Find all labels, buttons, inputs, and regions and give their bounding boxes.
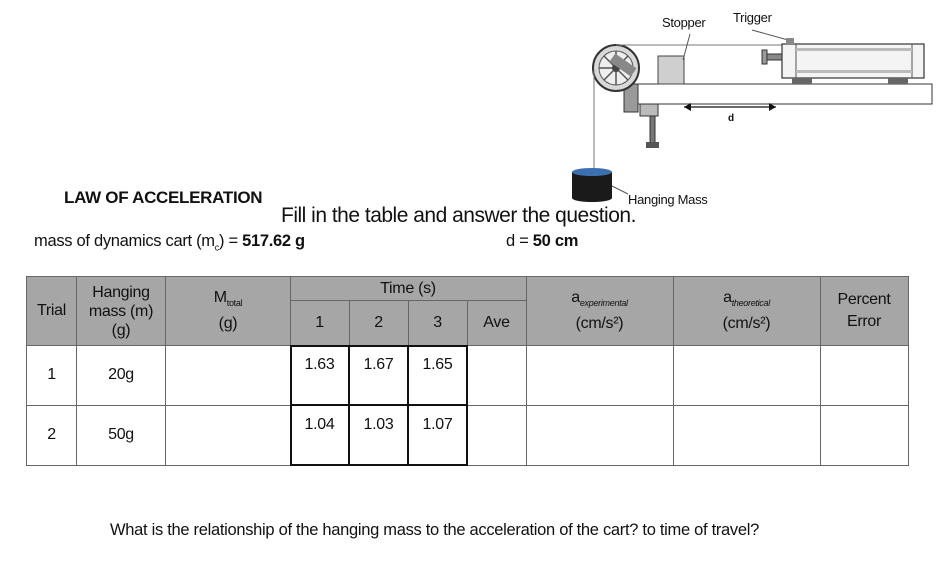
cart-mass-eq: ) = bbox=[218, 232, 243, 250]
row1-t2: 1.67 bbox=[363, 356, 394, 373]
time-box bbox=[407, 404, 468, 466]
col-t2: 2 bbox=[374, 314, 383, 331]
row2-aexp-input[interactable] bbox=[526, 405, 673, 465]
col-hanging-line3: (g) bbox=[111, 321, 131, 339]
col-mtotal-unit: (g) bbox=[218, 314, 238, 332]
col-t3: 3 bbox=[433, 314, 442, 331]
page-title: LAW OF ACCELERATION bbox=[64, 188, 263, 207]
row1-aexp-input[interactable] bbox=[526, 345, 673, 405]
row2-atheo-input[interactable] bbox=[673, 405, 820, 465]
row1-atheo-input[interactable] bbox=[673, 345, 820, 405]
col-t1: 1 bbox=[315, 314, 324, 331]
row1-t3: 1.65 bbox=[422, 356, 453, 373]
col-aexp-main: a bbox=[571, 289, 580, 307]
hanging-mass bbox=[572, 168, 612, 202]
d-label: d bbox=[728, 113, 735, 124]
col-mtotal-main: M bbox=[213, 289, 227, 307]
col-aexp-sub: experimental bbox=[579, 298, 628, 309]
grid-line bbox=[290, 300, 526, 301]
col-hanging-mass bbox=[76, 277, 166, 345]
time-box bbox=[290, 404, 350, 466]
col-time: Time (s) bbox=[380, 280, 436, 297]
row1-mass: 20g bbox=[108, 366, 134, 383]
row1-pe-input[interactable] bbox=[820, 345, 908, 405]
grid-line bbox=[26, 276, 27, 465]
grid-line bbox=[165, 276, 166, 465]
col-trial: Trial bbox=[36, 302, 67, 319]
row2-trial: 2 bbox=[47, 426, 56, 443]
row2-t1: 1.04 bbox=[304, 416, 335, 433]
row1-ave-input[interactable] bbox=[467, 345, 526, 405]
col-a-experimental bbox=[526, 277, 673, 345]
cart-mass-sub: c bbox=[214, 242, 219, 253]
col-pe-line2: Error bbox=[846, 313, 882, 330]
time-box bbox=[348, 345, 409, 406]
row1-mtotal-input[interactable] bbox=[166, 345, 290, 405]
col-aexp-unit: (cm/s²) bbox=[575, 314, 624, 332]
grid-line bbox=[820, 276, 821, 465]
row2-ave-input[interactable] bbox=[467, 405, 526, 465]
question-text: What is the relationship of the hanging mass to the acceleration of the cart? to time of travel? bbox=[110, 521, 759, 539]
time-box bbox=[290, 345, 350, 406]
stopper bbox=[658, 56, 684, 84]
stopper-label: Stopper bbox=[662, 15, 706, 30]
col-a-theoretical bbox=[673, 277, 820, 345]
trigger-label: Trigger bbox=[733, 10, 772, 25]
grid-line bbox=[908, 276, 909, 465]
col-hanging-line2: mass (m) bbox=[88, 302, 154, 320]
col-atheo-sub: theoretical bbox=[731, 298, 770, 309]
row2-pe-input[interactable] bbox=[820, 405, 908, 465]
col-atheo-main: a bbox=[723, 289, 732, 307]
col-hanging-line1: Hanging bbox=[92, 283, 150, 301]
row1-t1: 1.63 bbox=[304, 356, 335, 373]
row2-t2: 1.03 bbox=[363, 416, 394, 433]
cart-mass-line bbox=[34, 232, 305, 252]
track bbox=[636, 84, 932, 104]
grid-line bbox=[76, 276, 77, 465]
row2-t3: 1.07 bbox=[422, 416, 453, 433]
row2-mass: 50g bbox=[108, 426, 134, 443]
cart-mass-value: 517.62 g bbox=[242, 232, 305, 250]
apparatus-diagram bbox=[0, 0, 946, 215]
row1-trial: 1 bbox=[47, 366, 56, 383]
distance-line bbox=[506, 232, 578, 251]
row2-mtotal-input[interactable] bbox=[166, 405, 290, 465]
grid-line bbox=[526, 276, 527, 465]
grid-line bbox=[673, 276, 674, 465]
time-box bbox=[348, 404, 409, 466]
instruction-text: Fill in the table and answer the question. bbox=[281, 204, 636, 227]
distance-value: 50 cm bbox=[532, 232, 579, 250]
col-ave: Ave bbox=[483, 314, 510, 331]
time-box bbox=[407, 345, 468, 406]
col-pe-line1: Percent bbox=[837, 291, 891, 308]
grid-line bbox=[26, 276, 909, 277]
distance-label: d = bbox=[506, 232, 533, 250]
col-mtotal-sub: total bbox=[226, 298, 243, 309]
cart-mass-label: mass of dynamics cart (m bbox=[34, 232, 215, 250]
col-percent-error bbox=[820, 277, 908, 345]
col-mtotal bbox=[166, 277, 290, 345]
col-atheo-unit: (cm/s²) bbox=[722, 314, 771, 332]
hanging-mass-label: Hanging Mass bbox=[628, 192, 708, 207]
